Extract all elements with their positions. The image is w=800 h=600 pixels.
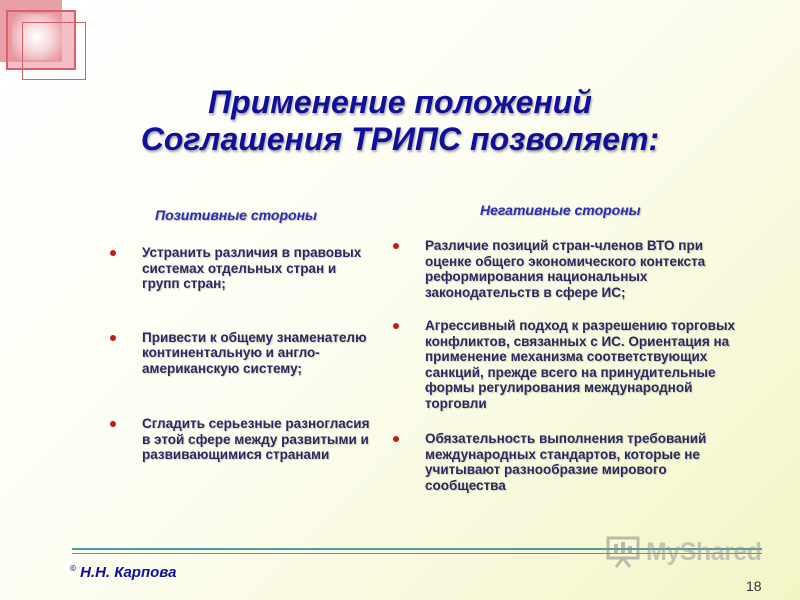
negative-list — [393, 238, 751, 493]
bullet-icon — [393, 243, 399, 249]
presentation-icon — [606, 536, 640, 568]
bullet-icon — [393, 323, 399, 329]
watermark — [606, 536, 761, 568]
list-item: Привести к общему знаменателю континентальную и англо-американскую систему; — [110, 330, 374, 377]
bullet-icon — [110, 335, 116, 341]
bullet-icon — [110, 421, 116, 427]
list-item: Агрессивный подход к разрешению торговых конфликтов, связанных с ИС. Ориентация на применение механизма соответствующих санкций, прежде всего на принудительные формы регулирования международной торговли — [393, 318, 751, 411]
slide-title — [60, 84, 740, 158]
author-credit — [70, 564, 177, 581]
page-number: 18 — [746, 578, 762, 594]
list-item: Обязательность выполнения требований международных стандартов, которые не учитывают разнообразие мирового сообщества — [393, 431, 751, 493]
copyright-symbol: © — [70, 564, 76, 573]
title-line-2: Соглашения ТРИПС позволяет: — [140, 121, 660, 157]
positive-list — [110, 245, 374, 463]
bullet-icon — [393, 436, 399, 442]
author-name: Н.Н. Карпова — [80, 564, 177, 581]
bullet-icon — [110, 250, 116, 256]
list-item: Устранить различия в правовых системах отдельных стран и групп стран; — [110, 245, 374, 292]
list-item: Различие позиций стран-членов ВТО при оценке общего экономического контекста реформирования национальных законодательств в сфере ИС; — [393, 238, 751, 300]
watermark-text: MyShared — [646, 537, 762, 566]
negative-heading: Негативные стороны — [480, 202, 641, 218]
list-item: Сгладить серьезные разногласия в этой сфере между развитыми и развивающимися странами — [110, 416, 374, 463]
title-line-1: Применение положений — [208, 84, 592, 120]
positive-heading: Позитивные стороны — [155, 207, 317, 223]
